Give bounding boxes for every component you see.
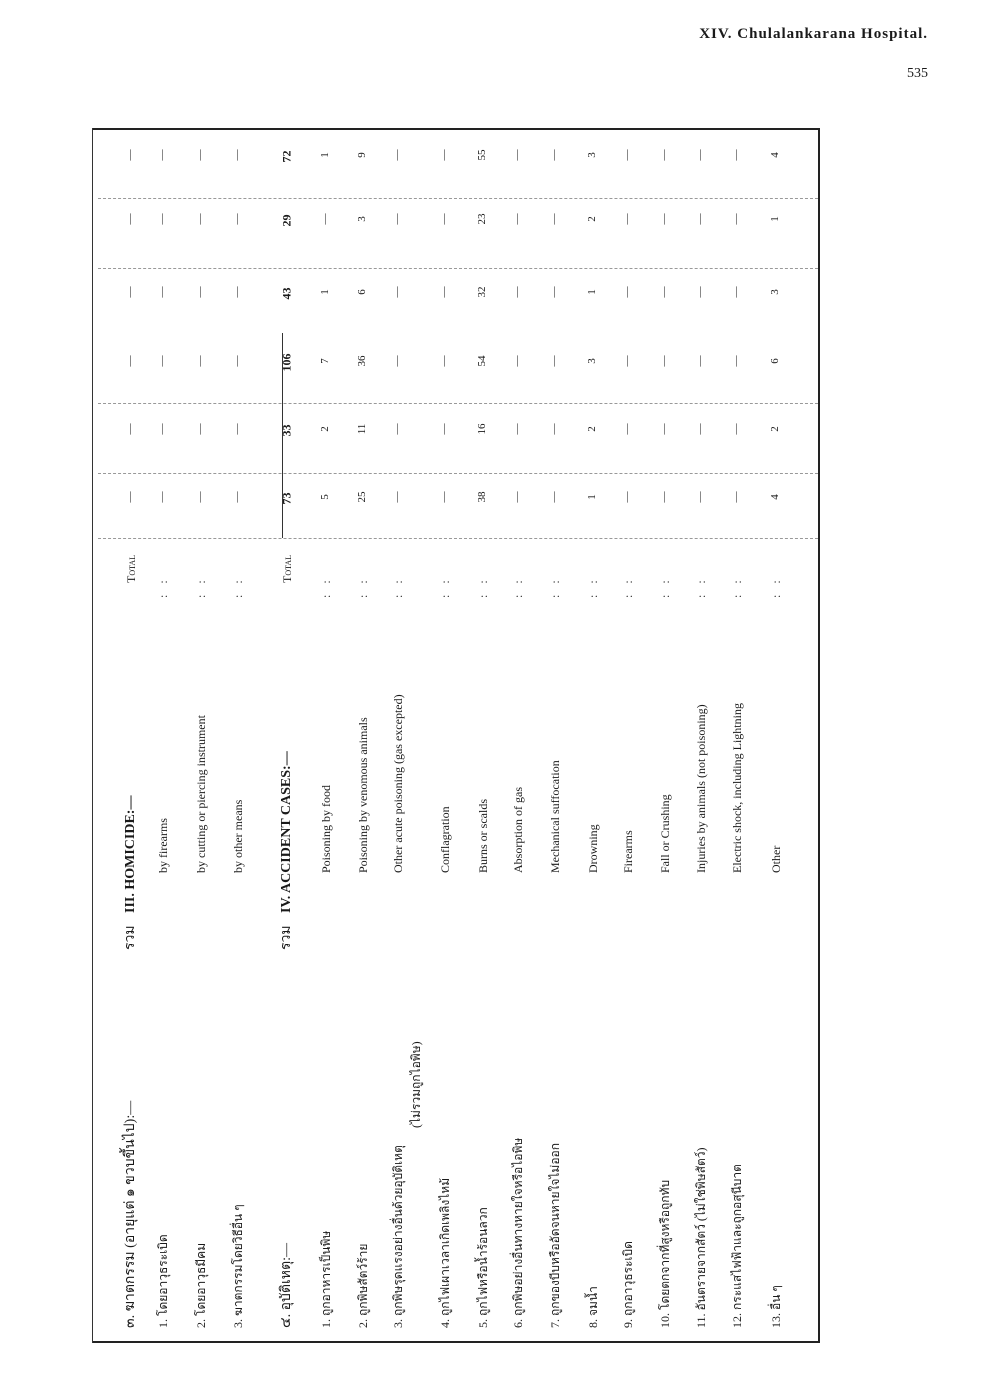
accident-cell: 38 <box>476 491 488 503</box>
accident-cell: — <box>511 355 523 367</box>
accident-cell: — <box>438 149 450 161</box>
accident-row-thai-note: (ไม่รวมถูกไอพิษ) <box>409 1041 423 1128</box>
accident-row-en: Absorption of gas <box>511 787 525 873</box>
accident-row-thai: 7. ถูกของบีบหรืออัดจนหายใจไม่ออก <box>548 1142 562 1328</box>
accident-cell: 32 <box>476 286 488 298</box>
homicide-total-cell: — <box>124 355 136 367</box>
homicide-cell: — <box>231 213 243 225</box>
homicide-cell: — <box>194 491 206 503</box>
accident-cell: — <box>658 423 670 435</box>
homicide-cell: — <box>194 149 206 161</box>
accident-total-cell: 29 <box>279 214 294 227</box>
accident-total-cell: 33 <box>279 424 294 437</box>
accident-en-heading: IV. ACCIDENT CASES:— <box>279 751 294 913</box>
accident-cell: 5 <box>319 494 331 500</box>
accident-cell: — <box>548 355 560 367</box>
accident-cell: — <box>391 423 403 435</box>
homicide-cell: — <box>156 355 168 367</box>
accident-cell: 4 <box>769 494 781 500</box>
dot-leader: : : <box>391 576 405 598</box>
accident-cell: — <box>658 149 670 161</box>
accident-cell: — <box>438 491 450 503</box>
homicide-cell: — <box>156 491 168 503</box>
accident-total-cell: 72 <box>279 150 294 163</box>
accident-cell: — <box>730 423 742 435</box>
accident-cell: — <box>621 491 633 503</box>
accident-row-en: Mechanical suffocation <box>548 760 562 873</box>
homicide-total-cell: — <box>124 213 136 225</box>
running-header: XIV. Chulalankarana Hospital. <box>699 26 928 42</box>
homicide-total-cell: — <box>124 149 136 161</box>
accident-row-en: Drowning <box>586 824 600 873</box>
dot-leader: : : <box>438 576 452 598</box>
accident-cell: 1 <box>769 216 781 222</box>
accident-cell: — <box>621 149 633 161</box>
accident-total-cell: 73 <box>279 492 294 505</box>
accident-cell: — <box>658 286 670 298</box>
accident-row-thai: 1. ถูกอาหารเป็นพิษ <box>319 1230 333 1328</box>
dot-leader: : : <box>319 576 333 598</box>
accident-cell: — <box>391 149 403 161</box>
accident-cell: 2 <box>586 216 598 222</box>
accident-cell: 16 <box>476 423 488 435</box>
dot-leader: : : <box>231 576 245 598</box>
left-border-rule <box>92 128 93 1343</box>
homicide-cell: — <box>156 286 168 298</box>
dot-leader: : : <box>356 576 370 598</box>
homicide-cell: — <box>156 213 168 225</box>
accident-total-cell: 43 <box>279 287 294 300</box>
homicide-cell: — <box>231 423 243 435</box>
dot-leader: : : <box>658 576 672 598</box>
accident-cell: — <box>319 213 331 225</box>
accident-row-en: Injuries by animals (not poisoning) <box>694 704 708 873</box>
accident-thai-heading: ๔. อุบัติเหตุ:— <box>279 1243 294 1328</box>
homicide-cell: — <box>156 423 168 435</box>
accident-cell: — <box>548 149 560 161</box>
accident-cell: 3 <box>586 358 598 364</box>
homicide-cell: — <box>194 423 206 435</box>
accident-cell: 2 <box>769 426 781 432</box>
accident-cell: — <box>658 213 670 225</box>
accident-cell: 54 <box>476 355 488 367</box>
table-top-rule <box>92 128 820 130</box>
homicide-cell: — <box>231 491 243 503</box>
col-sep-2 <box>98 268 818 269</box>
homicide-cell: — <box>231 355 243 367</box>
accident-total-label: Total <box>280 554 294 583</box>
accident-cell: 55 <box>476 149 488 161</box>
dot-leader: : : <box>730 576 744 598</box>
table-bottom-rule <box>92 1341 820 1343</box>
dot-leader: : : <box>194 576 208 598</box>
accident-cell: — <box>658 355 670 367</box>
accident-cell: 1 <box>319 289 331 295</box>
homicide-cell: — <box>194 286 206 298</box>
homicide-thai-total-label: รวม <box>123 925 138 950</box>
accident-cell: 6 <box>356 289 368 295</box>
accident-row-thai: 10. โดยตกจากที่สูงหรือถูกทับ <box>658 1179 672 1328</box>
accident-row-en: Other acute poisoning (gas excepted) <box>391 694 405 873</box>
accident-cell: — <box>391 355 403 367</box>
accident-row-en: Fall or Crushing <box>658 794 672 873</box>
accident-cell: — <box>621 423 633 435</box>
accident-cell: 3 <box>769 289 781 295</box>
accident-total-cell: 106 <box>279 353 294 372</box>
accident-cell: — <box>511 491 523 503</box>
accident-cell: 4 <box>769 152 781 158</box>
accident-cell: — <box>694 286 706 298</box>
accident-row-thai: 4. ถูกไฟเผาเวลาเกิดเพลิงไหม้ <box>438 1177 452 1328</box>
homicide-total-cell: — <box>124 423 136 435</box>
homicide-row-en: by cutting or piercing instrument <box>194 715 208 873</box>
accident-row-thai: 8. จมน้ำ <box>586 1286 600 1328</box>
accident-cell: — <box>511 423 523 435</box>
accident-row-en: Poisoning by food <box>319 784 333 873</box>
table-right-rule <box>818 128 820 1343</box>
homicide-cell: — <box>194 355 206 367</box>
homicide-cell: — <box>194 213 206 225</box>
accident-cell: 6 <box>769 358 781 364</box>
accident-cell: — <box>621 213 633 225</box>
accident-cell: — <box>730 213 742 225</box>
dot-leader: : : <box>586 576 600 598</box>
accident-cell: 1 <box>586 289 598 295</box>
dot-leader: : : <box>511 576 525 598</box>
accident-cell: — <box>730 355 742 367</box>
accident-cell: — <box>694 423 706 435</box>
col-sep-1 <box>98 198 818 199</box>
accident-cell: 1 <box>319 152 331 158</box>
accident-cell: 7 <box>319 358 331 364</box>
homicide-total-cell: — <box>124 491 136 503</box>
homicide-en-heading: III. HOMICIDE:— <box>123 795 138 913</box>
accident-cell: — <box>694 149 706 161</box>
accident-cell: — <box>391 213 403 225</box>
accident-row-thai: 2. ถูกพิษสัตว์ร้าย <box>356 1243 370 1328</box>
dot-leader: : : <box>156 576 170 598</box>
accident-cell: — <box>511 286 523 298</box>
accident-cell: 23 <box>476 213 488 225</box>
accident-thai-total-label: รวม <box>279 925 294 950</box>
accident-cell: 9 <box>356 152 368 158</box>
accident-row-thai: 11. อันตรายจากสัตว์ (ไม่ใช่พิษสัตว์) <box>694 1147 708 1328</box>
homicide-total-label: Total <box>124 554 138 583</box>
accident-cell: 11 <box>356 423 368 435</box>
homicide-cell: — <box>231 149 243 161</box>
accident-cell: — <box>548 286 560 298</box>
accident-cell: — <box>438 423 450 435</box>
accident-cell: — <box>391 286 403 298</box>
accident-row-thai: 9. ถูกอาวุธระเบิด <box>621 1241 635 1328</box>
accident-cell: 1 <box>586 494 598 500</box>
col-sep-5 <box>98 538 818 539</box>
dot-leader: : : <box>621 576 635 598</box>
accident-cell: — <box>658 491 670 503</box>
homicide-cell: — <box>156 149 168 161</box>
accident-cell: 3 <box>586 152 598 158</box>
accident-row-thai: 13. อื่น ๆ <box>769 1285 783 1328</box>
dot-leader: : : <box>548 576 562 598</box>
dot-leader: : : <box>476 576 490 598</box>
accident-cell: 2 <box>319 426 331 432</box>
accident-cell: — <box>694 213 706 225</box>
accident-row-en: Poisoning by venomous animals <box>356 717 370 873</box>
accident-cell: — <box>438 355 450 367</box>
accident-cell: — <box>548 213 560 225</box>
homicide-cell: — <box>231 286 243 298</box>
accident-cell: — <box>511 149 523 161</box>
accident-cell: 36 <box>356 355 368 367</box>
accident-row-en: Burns or scalds <box>476 799 490 873</box>
page-number: 535 <box>907 66 928 81</box>
accident-row-thai: 12. กระแสไฟฟ้าและถูกอสุนีบาต <box>730 1164 744 1328</box>
accident-cell: — <box>438 213 450 225</box>
accident-cell: 3 <box>356 216 368 222</box>
homicide-row-en: by firearms <box>156 818 170 873</box>
dot-leader: : : <box>769 576 783 598</box>
accident-cell: 25 <box>356 491 368 503</box>
accident-cell: — <box>694 355 706 367</box>
homicide-row-thai: 3. ฆาตกรรมโดยวิธีอื่น ๆ <box>231 1204 245 1328</box>
accident-row-en: Electric shock, including Lightning <box>730 703 744 873</box>
accident-cell: — <box>548 491 560 503</box>
accident-row-en: Conflagration <box>438 806 452 873</box>
accident-cell: — <box>730 149 742 161</box>
accident-cell: — <box>548 423 560 435</box>
accident-row-en: Other <box>769 845 783 873</box>
accident-row-thai: 6. ถูกพิษอย่างอื่นทางหายใจหรือไอพิษ <box>511 1137 525 1328</box>
accident-cell: — <box>621 355 633 367</box>
homicide-total-cell: — <box>124 286 136 298</box>
accident-cell: 2 <box>586 426 598 432</box>
col-sep-4 <box>98 473 818 474</box>
homicide-row-thai: 1. โดยอาวุธระเบิด <box>156 1234 170 1328</box>
dot-leader: : : <box>694 576 708 598</box>
accident-cell: — <box>621 286 633 298</box>
accident-cell: — <box>730 286 742 298</box>
accident-row-thai: 3. ถูกพิษรุดแรงอย่างอื่นด้วยอุบัติเหตุ <box>391 1145 405 1328</box>
homicide-row-en: by other means <box>231 799 245 873</box>
homicide-row-thai: 2. โดยอาวุธมีคม <box>194 1242 208 1328</box>
homicide-thai-heading: ๓. ฆาตกรรม (อายุแต่ ๑ ขวบขึ้นไป):— <box>123 1100 138 1328</box>
accident-cell: — <box>438 286 450 298</box>
accident-cell: — <box>730 491 742 503</box>
col-sep-3 <box>98 403 818 404</box>
accident-row-thai: 5. ถูกไฟหรือน้ำร้อนลวก <box>476 1207 490 1328</box>
accident-row-en: Firearms <box>621 830 635 873</box>
accident-cell: — <box>391 491 403 503</box>
accident-cell: — <box>694 491 706 503</box>
accident-cell: — <box>511 213 523 225</box>
statistics-table <box>92 128 820 1343</box>
